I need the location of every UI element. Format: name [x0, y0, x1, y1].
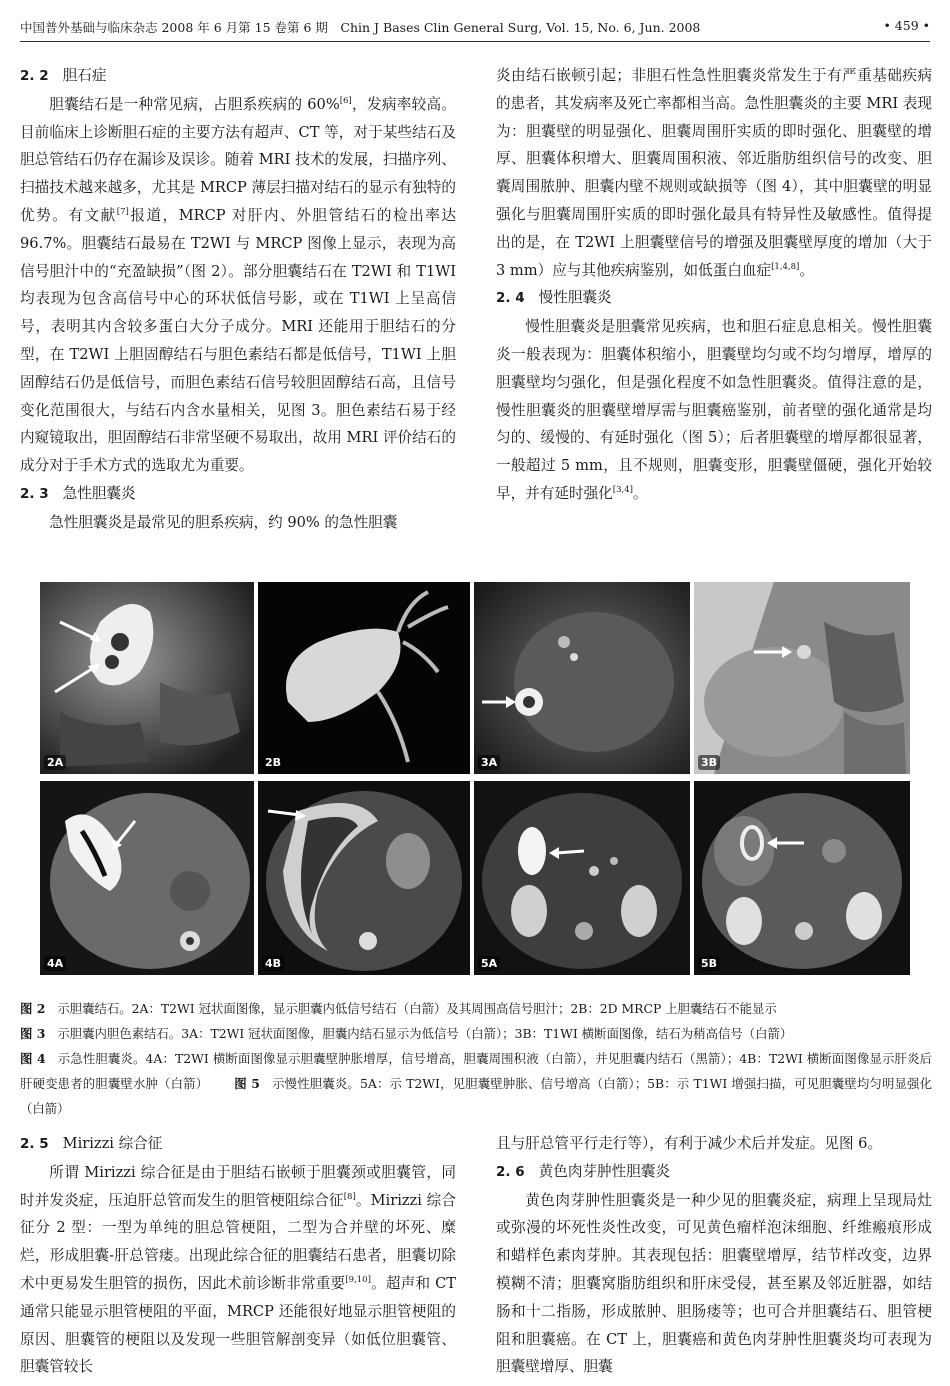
citation: [9,10] [345, 1275, 371, 1286]
paragraph-acute-cholecystitis-cont: 炎由结石嵌顿引起；非胆石性急性胆囊炎常发生于有严重基础疾病的患者，其发病率及死亡率都相当高。急性胆囊炎的主要 MRI 表现为：胆囊壁的明显强化、胆囊周围肝实质的即时强化、胆囊壁的增厚、胆囊体积增大、胆囊周围积液、邻近脂肪组织信号的改变、胆囊周围脓肿、胆囊内壁不规则或缺损等（图 4），其中胆囊壁的明显强化与胆囊周围肝实质的即时强化最具有特异性及敏感性。值得提出的是，在 T2WI 上胆囊壁信号的增强及胆囊壁厚度的增加（大于 3 mm）应与其他疾病鉴别，如低蛋白血症[1,4,8]。 [496, 67, 932, 279]
mri-figure-grid [40, 582, 910, 975]
panel-4a [40, 781, 254, 975]
paragraph-chronic-cholecystitis: 慢性胆囊炎是胆囊常见疾病，也和胆石症息息相关。慢性胆囊炎一般表现为：胆囊体积缩小，胆囊壁均匀或不均匀增厚，增厚的胆囊壁均匀强化，但是强化程度不如急性胆囊炎。值得注意的是，慢性胆囊炎的胆囊壁增厚需与胆囊癌鉴别，前者壁的强化通常是均匀的、缓慢的、有延时强化（图 5）；后者胆囊壁的增厚都很显著，一般超过 5 mm，且不规则，胆囊变形，胆囊壁僵硬，强化开始较早，并有延时强化[3,4]。 [496, 318, 932, 502]
panel-4b [258, 781, 470, 975]
panel-5b [694, 781, 910, 975]
panel-label: 2A [44, 755, 66, 770]
right-column-top [496, 62, 932, 508]
paragraph-gallstones: 胆囊结石是一种常见病，占胆系疾病的 60%[6]，发病率较高。目前临床上诊断胆石症的主要方法有超声、CT 等，对于某些结石及胆总管结石仍存在漏诊及误诊。随着 MRI 技术的发展，扫描序列、扫描技术越来越多，尤其是 MRCP 薄层扫描对结石的显示有独特的优势。有文献[7]报道，MRCP 对肝内、外胆管结石的检出率达 96.7%。胆囊结石最易在 T2WI 与 MRCP 图像上显示，表现为高信号胆汁中的“充盈缺损”（图 2）。部分胆囊结石在 T2WI 和 T1WI 均表现为包含高信号中心的环状低信号影，或在 T1WI 上呈高信号，表明其内含较多蛋白大分子成分。MRI 还能用于胆结石的分型，在 T2WI 上胆固醇结石与胆色素结石都是低信号，T1WI 上胆固醇结石仍是低信号，而胆色素结石信号较胆固醇结石高，且信号变化范围很大，与结石内含水量相关，见图 3。胆色素结石易于经内窥镜取出，胆固醇结石非常坚硬不易取出，故用 MRI 评价结石的成分对于手术方式的选取尤为重要。 [20, 95, 456, 475]
mri-image-2b [258, 582, 470, 774]
running-header [20, 14, 930, 42]
caption-fig2: 图 2 示胆囊结石。2A：T2WI 冠状面图像，显示胆囊内低信号结石（白箭）及其周围高信号胆汁；2B：2D MRCP 上胆囊结石不能显示 [20, 1001, 777, 1016]
paragraph-mirizzi-cont: 且与肝总管平行走行等），有利于减少术后并发症。见图 6。 [496, 1135, 883, 1152]
citation: [3,4] [612, 485, 633, 496]
mri-image-4b [258, 781, 470, 975]
citation: [6] [339, 95, 352, 106]
paragraph-acute-cholecystitis-start: 急性胆囊炎是最常见的胆系疾病，约 90% 的急性胆囊 [49, 513, 398, 531]
mri-image-3a [474, 582, 690, 774]
panel-2a [40, 582, 254, 774]
section-heading-2-6: 2. 6 黄色肉芽肿性胆囊炎 [496, 1162, 670, 1180]
panel-5a [474, 781, 690, 975]
left-column-top [20, 62, 456, 537]
panel-label: 3A [478, 755, 500, 770]
journal-info: 中国普外基础与临床杂志 2008 年 6 月第 15 卷第 6 期 Chin J Bases Clin General Surg, Vol. 15, No. 6, Jun. 2008 [20, 20, 701, 35]
mri-image-2a [40, 582, 254, 774]
panel-label: 3B [698, 755, 720, 770]
citation: [1,4,8] [771, 261, 800, 272]
panel-label: 2B [262, 755, 284, 770]
mri-image-5b [694, 781, 910, 975]
section-heading-2-4: 2. 4 慢性胆囊炎 [496, 289, 612, 307]
citation: [7] [116, 207, 129, 218]
panel-2b [258, 582, 470, 774]
right-column-bottom [496, 1130, 932, 1381]
section-heading-2-2: 2. 2 胆石症 [20, 67, 107, 84]
section-heading-2-3: 2. 3 急性胆囊炎 [20, 484, 136, 502]
figure-captions [20, 996, 932, 1121]
page-number: • 459 • [883, 18, 930, 33]
paragraph-xanthogranulomatous: 黄色肉芽肿性胆囊炎是一种少见的胆囊炎症，病理上呈现局灶或弥漫的坏死性炎性改变，可见黄色瘤样泡沫细胞、纤维瘢痕形成和蜡样色素肉芽肿。其表现包括：胆囊壁增厚，结节样改变，边界模糊不清；胆囊窝脂肪组织和肝床受侵，甚至累及邻近脏器，如结肠和十二指肠，形成脓肿、胆肠瘘等；也可合并胆囊结石、胆管梗阻和胆囊癌。在 CT 上，胆囊癌和黄色肉芽肿性胆囊炎均可表现为胆囊壁增厚、胆囊 [496, 1191, 932, 1376]
mri-image-3b [694, 582, 910, 774]
caption-fig3: 图 3 示胆囊内胆色素结石。3A：T2WI 冠状面图像，胆囊内结石显示为低信号（白箭）；3B：T1WI 横断面图像，结石为稍高信号（白箭） [20, 1026, 793, 1041]
panel-label: 5B [698, 956, 720, 971]
panel-3a [474, 582, 690, 774]
section-heading-2-5: 2. 5 Mirizzi 综合征 [20, 1135, 163, 1152]
panel-label: 4A [44, 956, 66, 971]
citation: [8] [343, 1191, 356, 1202]
mri-image-4a [40, 781, 254, 975]
panel-label: 5A [478, 956, 500, 971]
panel-label: 4B [262, 956, 284, 971]
caption-fig4-fig5: 图 4 示急性胆囊炎。4A：T2WI 横断面图像显示胆囊壁肿胀增厚，信号增高，胆囊周围积液（白箭），并见胆囊内结石（黑箭）；4B：T2WI 横断面图像显示肝炎后肝硬变患者的胆囊壁水肿（白箭） 图 5 示慢性胆囊炎。5A：示 T2WI，见胆囊壁肿胀、信号增高（白箭）；5B：示 T1WI 增强扫描，可见胆囊壁均匀明显强化（白箭） [20, 1051, 933, 1116]
paragraph-mirizzi: 所谓 Mirizzi 综合征是由于胆结石嵌顿于胆囊颈或胆囊管，同时并发炎症，压迫肝总管而发生的胆管梗阻综合征[8]。Mirizzi 综合征分 2 型：一型为单纯的胆总管梗阻，二型为合并壁的坏死、糜烂，形成胆囊-肝总管瘘。出现此综合征的胆囊结石患者，胆囊切除术中更易发生胆管的损伤，因此术前诊断非常重要[9,10]。超声和 CT 通常只能显示胆管梗阻的平面，MRCP 还能很好地显示胆管梗阻的原因、胆囊管的梗阻以及发现一些胆管解剖变异（如低位胆囊管、胆囊管较长 [20, 1163, 456, 1376]
mri-image-5a [474, 781, 690, 975]
left-column-bottom [20, 1130, 456, 1381]
panel-3b [694, 582, 910, 774]
